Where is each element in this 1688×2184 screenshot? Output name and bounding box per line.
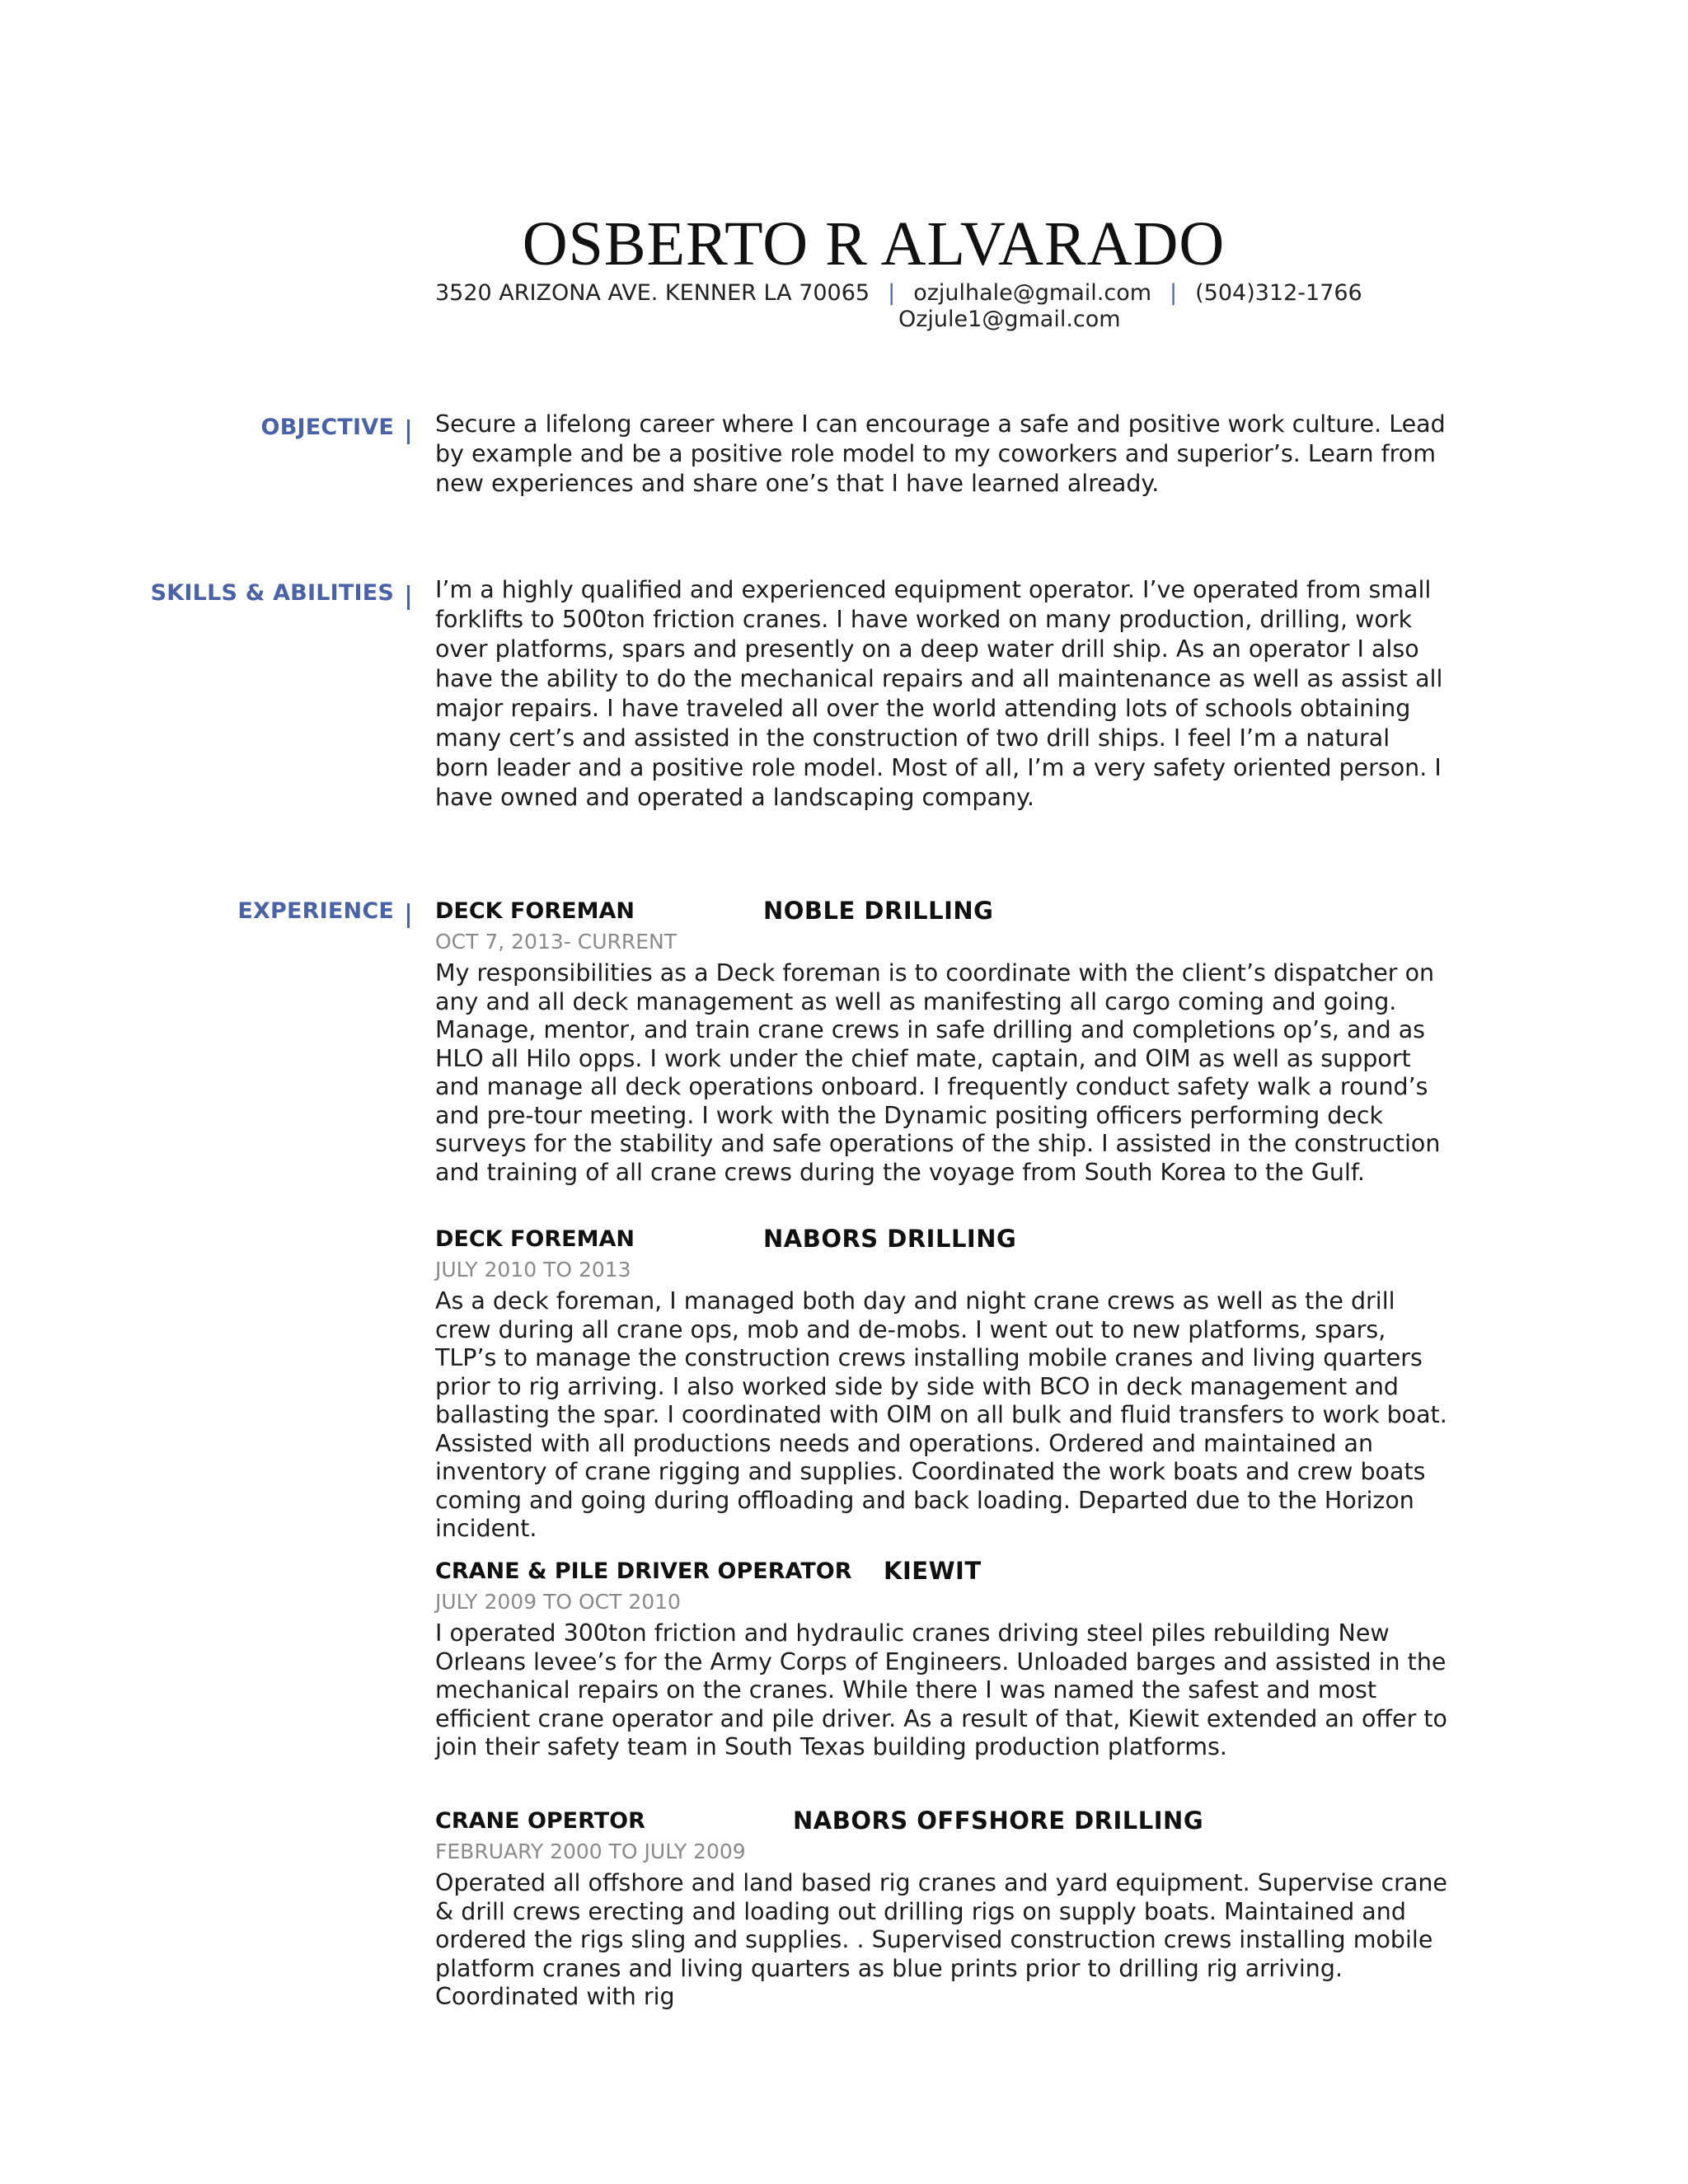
job-title: DECK FOREMAN (435, 898, 635, 924)
job-title: CRANE OPERTOR (435, 1808, 645, 1834)
contact-separator: | (888, 280, 896, 306)
objective-label: OBJECTIVE (260, 415, 394, 440)
job-title: DECK FOREMAN (435, 1226, 635, 1252)
job-company: NABORS OFFSHORE DRILLING (793, 1807, 1204, 1835)
job-description: My responsibilities as a Deck foreman is to coordinate with the client’s dispatcher on any and all deck management as well as manifesting all cargo coming and going. Manage, mentor, and train crane crews in safe drilling and completions op’s, and as HLO all Hilo opps. I work under the chief mate, captain, and OIM as well as support and manage all deck operations onboard. I frequently conduct safety walk a round’s and pre-tour meeting. I work with the Dynamic positing officers performing deck surveys for the stability and safe operations of the ship. I assisted in the construction and training of all crane crews during the voyage from South Korea to the Gulf. (435, 959, 1441, 1186)
applicant-name: OSBERTO R ALVARADO (522, 209, 1226, 279)
secondary-email[interactable]: Ozjule1@gmail.com (898, 307, 1121, 332)
job-dates: JULY 2009 TO OCT 2010 (435, 1590, 681, 1614)
skills-text: I’m a highly qualified and experienced equipment operator. I’ve operated from small forklifts to 500ton friction cranes. I have worked on many production, drilling, work over platforms, spars and presently on a deep water drill ship. As an operator I also have the ability to do the mechanical repairs and all maintenance as well as assist all major repairs. I have traveled all over the world attending lots of schools obtaining many cert’s and assisted in the construction of two drill ships. I feel I’m a natural born leader and a positive role model. Most of all, I’m a very safety oriented person. I have owned and operated a landscaping company. (435, 576, 1443, 811)
job-dates: OCT 7, 2013- CURRENT (435, 930, 678, 954)
job-company: NABORS DRILLING (763, 1225, 1017, 1253)
job-description: Operated all offshore and land based rig cranes and yard equipment. Supervise crane & drill crews erecting and loading out drilling rigs on supply boats. Maintained and ordered the rigs sling and supplies. . Supervised construction crews installing mobile platform cranes and living quarters as blue prints prior to drilling rig arriving. Coordinated with rig (435, 1869, 1447, 2010)
phone[interactable]: (504)312-1766 (1195, 280, 1362, 306)
job-dates: JULY 2010 TO 2013 (435, 1258, 631, 1282)
contact-line (435, 279, 1362, 307)
section-divider (407, 419, 410, 444)
job-title: CRANE & PILE DRIVER OPERATOR (435, 1558, 852, 1584)
skills-label: SKILLS & ABILITIES (150, 580, 394, 606)
section-divider (407, 585, 410, 610)
objective-text: Secure a lifelong career where I can encourage a safe and positive work culture. Lead by example and be a positive role model to my coworkers and superior’s. Learn from new experiences and share one’s that I have learned already. (435, 410, 1446, 497)
contact-separator: | (1170, 280, 1178, 306)
job-company: NOBLE DRILLING (763, 897, 994, 925)
job-description: As a deck foreman, I managed both day and night crane crews as well as the drill crew during all crane ops, mob and de-mobs. I went out to new platforms, spars, TLP’s to manage the construction crews installing mobile cranes and living quarters prior to rig arriving. I also worked side by side with BCO in deck management and ballasting the spar. I coordinated with OIM on all bulk and fluid transfers to work boat. Assisted with all productions needs and operations. Ordered and maintained an inventory of crane rigging and supplies. Coordinated the work boats and crew boats coming and going during offloading and back loading. Departed due to the Horizon incident. (435, 1287, 1447, 1542)
section-divider (407, 903, 410, 928)
experience-label: EXPERIENCE (237, 898, 394, 924)
job-company: KIEWIT (884, 1557, 982, 1585)
job-description: I operated 300ton friction and hydraulic cranes driving steel piles rebuilding New Orleans levee’s for the Army Corps of Engineers. Unloaded barges and assisted in the mechanical repairs on the cranes. While there I was named the safest and most efficient crane operator and pile driver. As a result of that, Kiewit extended an offer to join their safety team in South Texas building production platforms. (435, 1619, 1447, 1760)
job-dates: FEBRUARY 2000 TO JULY 2009 (435, 1840, 746, 1863)
email[interactable]: ozjulhale@gmail.com (913, 280, 1152, 306)
address: 3520 ARIZONA AVE. KENNER LA 70065 (435, 280, 870, 306)
